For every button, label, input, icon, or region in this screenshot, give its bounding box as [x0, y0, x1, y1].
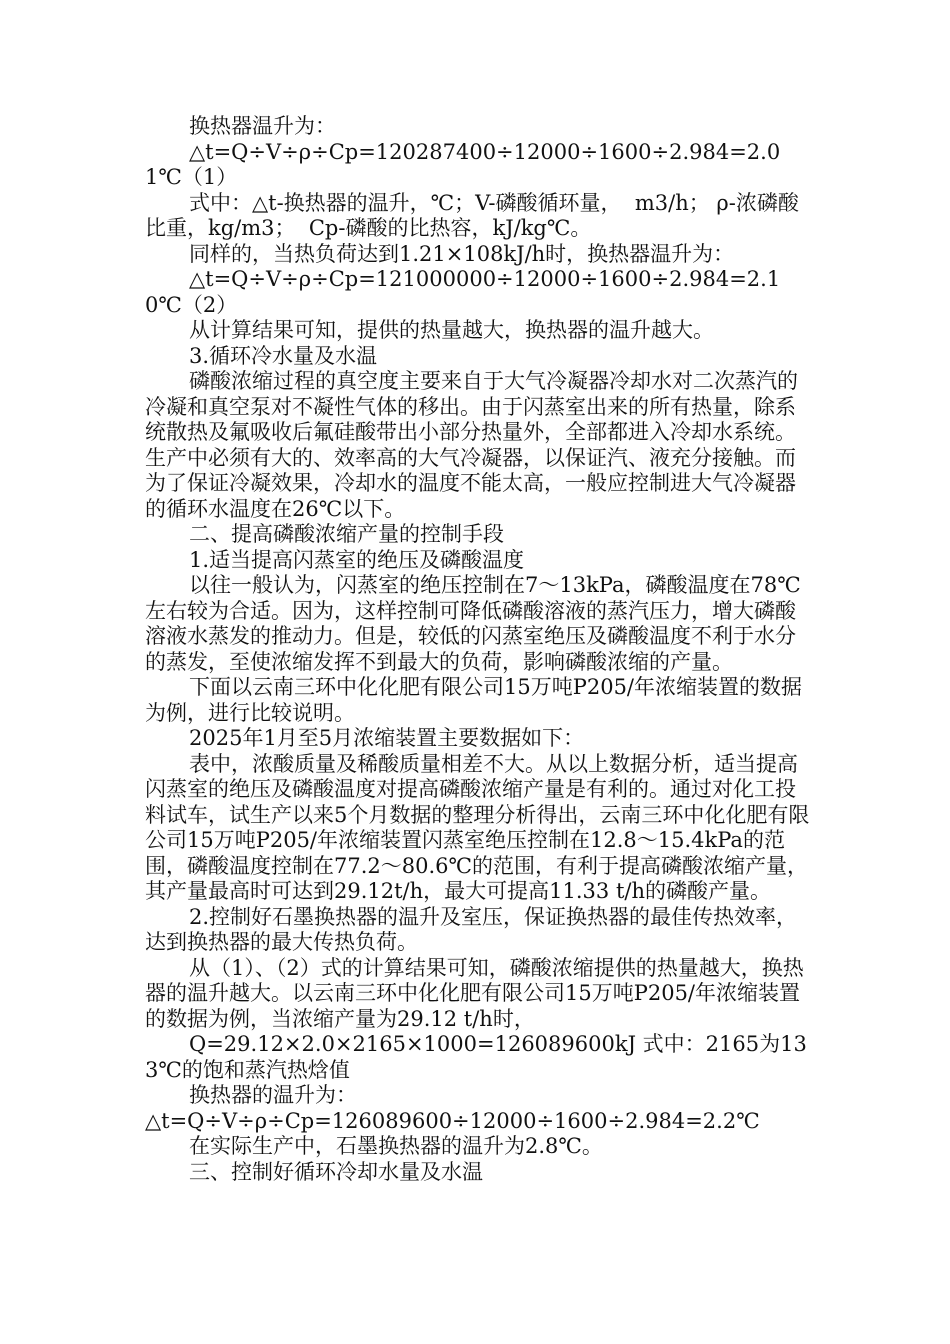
section-heading: 1.适当提高闪蒸室的绝压及磷酸温度	[189, 547, 525, 572]
section-heading: 三、控制好循环冷却水量及水温	[189, 1159, 483, 1184]
formula-paragraph: △t=Q÷V÷ρ÷Cp=126089600÷12000÷1600÷2.984=2.2℃	[145, 1108, 760, 1133]
paragraph: 下面以云南三环中化化肥有限公司15万吨P205/年浓缩装置的数据为例，进行比较说明。	[145, 675, 803, 725]
paragraph: 在实际生产中，石墨换热器的温升为2.8℃。	[189, 1134, 603, 1158]
formula-paragraph: △t=Q÷V÷ρ÷Cp=120287400÷12000÷1600÷2.984=2.01℃（1）	[145, 139, 781, 189]
paragraph: 2025年1月至5月浓缩装置主要数据如下：	[189, 726, 585, 750]
paragraph: 换热器温升为：	[189, 114, 336, 138]
section-heading: 3.循环冷水量及水温	[189, 343, 378, 368]
paragraph: 从计算结果可知，提供的热量越大，换热器的温升越大。	[189, 318, 714, 342]
section-heading: 2.控制好石墨换热器的温升及室压，保证换热器的最佳传热效率，达到换热器的最大传热负荷。	[145, 904, 798, 954]
document-page	[145, 114, 813, 1185]
paragraph: 换热器的温升为：	[189, 1083, 357, 1107]
formula-paragraph: Q=29.12×2.0×2165×1000=126089600kJ 式中：2165为133℃的饱和蒸汽热焓值	[145, 1032, 807, 1082]
paragraph: 磷酸浓缩过程的真空度主要来自于大气冷凝器冷却水对二次蒸汽的冷凝和真空泵对不凝性气体的移出。由于闪蒸室出来的所有热量，除系统散热及氟吸收后氟硅酸带出小部分热量外，全部都进入冷却水系统。生产中必须有大的、效率高的大气冷凝器，以保证汽、液充分接触。而为了保证冷凝效果，冷却水的温度不能太高，一般应控制进大气冷凝器的循环水温度在26℃以下。	[145, 369, 798, 521]
section-heading: 二、提高磷酸浓缩产量的控制手段	[189, 522, 504, 546]
paragraph: 从（1）、（2）式的计算结果可知，磷酸浓缩提供的热量越大，换热器的温升越大。以云南三环中化化肥有限公司15万吨P205/年浓缩装置的数据为例，当浓缩产量为29.12 t/h时，	[145, 955, 804, 1031]
formula-paragraph: △t=Q÷V÷ρ÷Cp=121000000÷12000÷1600÷2.984=2.10℃（2）	[145, 267, 781, 317]
paragraph: 表中，浓酸质量及稀酸质量相差不大。从以上数据分析，适当提高闪蒸室的绝压及磷酸温度对提高磷酸浓缩产量是有利的。通过对化工投料试车，试生产以来5个月数据的整理分析得出，云南三环中化化肥有限公司15万吨P205/年浓缩装置闪蒸室绝压控制在12.8～15.4kPa的范围，磷酸温度控制在77.2～80.6℃的范围，有利于提高磷酸浓缩产量，其产量最高时可达到29.12t/h，最大可提高11.33 t/h的磷酸产量。	[145, 751, 810, 903]
paragraph: 同样的，当热负荷达到1.21×108kJ/h时，换热器温升为：	[189, 241, 735, 266]
paragraph: 以往一般认为，闪蒸室的绝压控制在7～13kPa，磷酸温度在78℃左右较为合适。因为，这样控制可降低磷酸溶液的蒸汽压力，增大磷酸溶液水蒸发的推动力。但是，较低的闪蒸室绝压及磷酸温度不利于水分的蒸发，至使浓缩发挥不到最大的负荷，影响磷酸浓缩的产量。	[145, 573, 801, 674]
paragraph: 式中：△t-换热器的温升，℃；V-磷酸循环量， m3/h； ρ-浓磷酸比重，kg/m3； Cp-磷酸的比热容，kJ/kg℃。	[145, 190, 799, 240]
